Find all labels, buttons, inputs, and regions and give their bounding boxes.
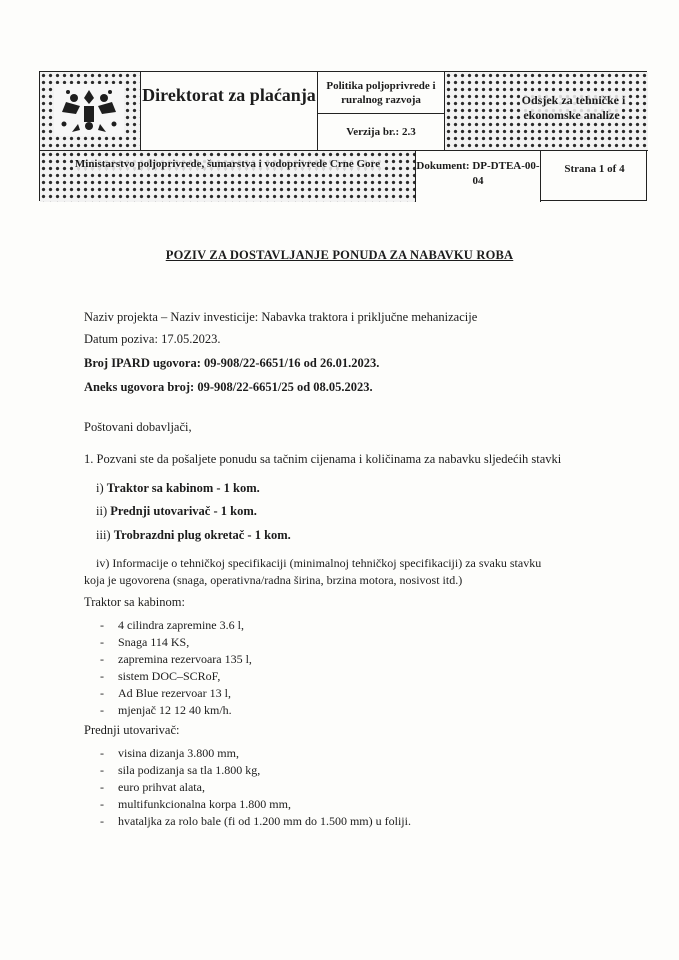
- bullet-dash: -: [100, 797, 104, 811]
- greeting: Poštovani dobavljači,: [84, 420, 192, 434]
- item-text: Trobrazdni plug okretač - 1 kom.: [113, 528, 291, 542]
- bullet-dash: -: [100, 746, 104, 760]
- bullet-dash: -: [100, 763, 104, 777]
- project-value: Nabavka traktora i priključne mehanizacije: [261, 310, 478, 324]
- loader-spec: sila podizanja sa tla 1.800 kg,: [118, 763, 261, 777]
- tractor-spec: Snaga 114 KS,: [118, 635, 190, 649]
- loader-heading: Prednji utovarivač:: [84, 723, 180, 737]
- tractor-spec: zapremina rezervoara 135 l,: [118, 652, 252, 666]
- bullet-dash: -: [100, 635, 104, 649]
- date-line: [84, 332, 220, 347]
- point-1: 1. Pozvani ste da pošaljete ponudu sa tačnim cijenama i količinama za nabavku sljedećih stavki: [84, 452, 562, 466]
- bullet-dash: -: [100, 686, 104, 700]
- project-label: Naziv projekta – Naziv investicije:: [84, 310, 259, 324]
- ministry-cell: [40, 151, 416, 202]
- tractor-spec: 4 cilindra zapremine 3.6 l,: [118, 618, 244, 632]
- item-text: Traktor sa kabinom - 1 kom.: [106, 481, 260, 495]
- annex-contract: Aneks ugovora broj: 09-908/22-6651/25 od 08.05.2023.: [84, 380, 373, 394]
- item-3: [96, 528, 291, 543]
- tractor-spec: mjenjač 12 12 40 km/h.: [118, 703, 232, 717]
- date-value: 17.05.2023.: [161, 332, 221, 346]
- bullet-dash: -: [100, 814, 104, 828]
- version-number: Verzija br.: 2.3: [318, 114, 445, 151]
- ministry-name: Ministarstvo poljoprivrede, šumarstva i vodoprivrede Crne Gore: [74, 158, 381, 170]
- date-label: Datum poziva:: [84, 332, 158, 346]
- item-number: i): [96, 481, 104, 495]
- bullet-dash: -: [100, 780, 104, 794]
- policy-name: Politika poljoprivrede i ruralnog razvoja: [318, 72, 445, 114]
- loader-spec: visina dizanja 3.800 mm,: [118, 746, 239, 760]
- item-1: [96, 481, 260, 496]
- bullet-dash: -: [100, 703, 104, 717]
- tractor-spec: sistem DOC–SCRoF,: [118, 669, 221, 683]
- project-line: [84, 310, 477, 325]
- item-4-line-1: iv) Informacije o tehničkoj specifikaciji (minimalnoj tehničkoj specifikaciji) za svaku stavku: [96, 556, 542, 570]
- loader-spec: multifunkcionalna korpa 1.800 mm,: [118, 797, 291, 811]
- bullet-dash: -: [100, 652, 104, 666]
- item-text: Prednji utovarivač - 1 kom.: [110, 504, 257, 518]
- tractor-spec: Ad Blue rezervoar 13 l,: [118, 686, 231, 700]
- bullet-dash: -: [100, 618, 104, 632]
- document-title: POZIV ZA DOSTAVLJANJE PONUDA ZA NABAVKU ROBA: [165, 248, 514, 262]
- item-4-line-2: koja je ugovorena (snaga, operativna/radna širina, brzina motora, nosivost itd.): [84, 573, 463, 587]
- ipard-contract: Broj IPARD ugovora: 09-908/22-6651/16 od 26.01.2023.: [84, 356, 380, 370]
- header-table: [39, 71, 647, 201]
- loader-spec: hvataljka za rolo bale (fi od 1.200 mm do 1.500 mm) u foliji.: [118, 814, 411, 828]
- bullet-dash: -: [100, 669, 104, 683]
- tractor-heading: Traktor sa kabinom:: [84, 595, 185, 609]
- coat-of-arms-logo: [54, 84, 124, 136]
- logo-cell: [40, 72, 141, 151]
- page-number: Strana 1 of 4: [564, 163, 625, 175]
- department-name: Odsjek za tehničke i ekonomske analize: [521, 93, 626, 122]
- loader-spec: euro prihvat alata,: [118, 780, 205, 794]
- document-code: Dokument: DP-DTEA-00-04: [416, 151, 541, 202]
- item-2: [96, 504, 257, 519]
- directorate-name: Direktorat za plaćanja: [141, 72, 318, 151]
- department-cell: [445, 72, 648, 151]
- item-number: iii): [96, 528, 111, 542]
- item-number: ii): [96, 504, 108, 518]
